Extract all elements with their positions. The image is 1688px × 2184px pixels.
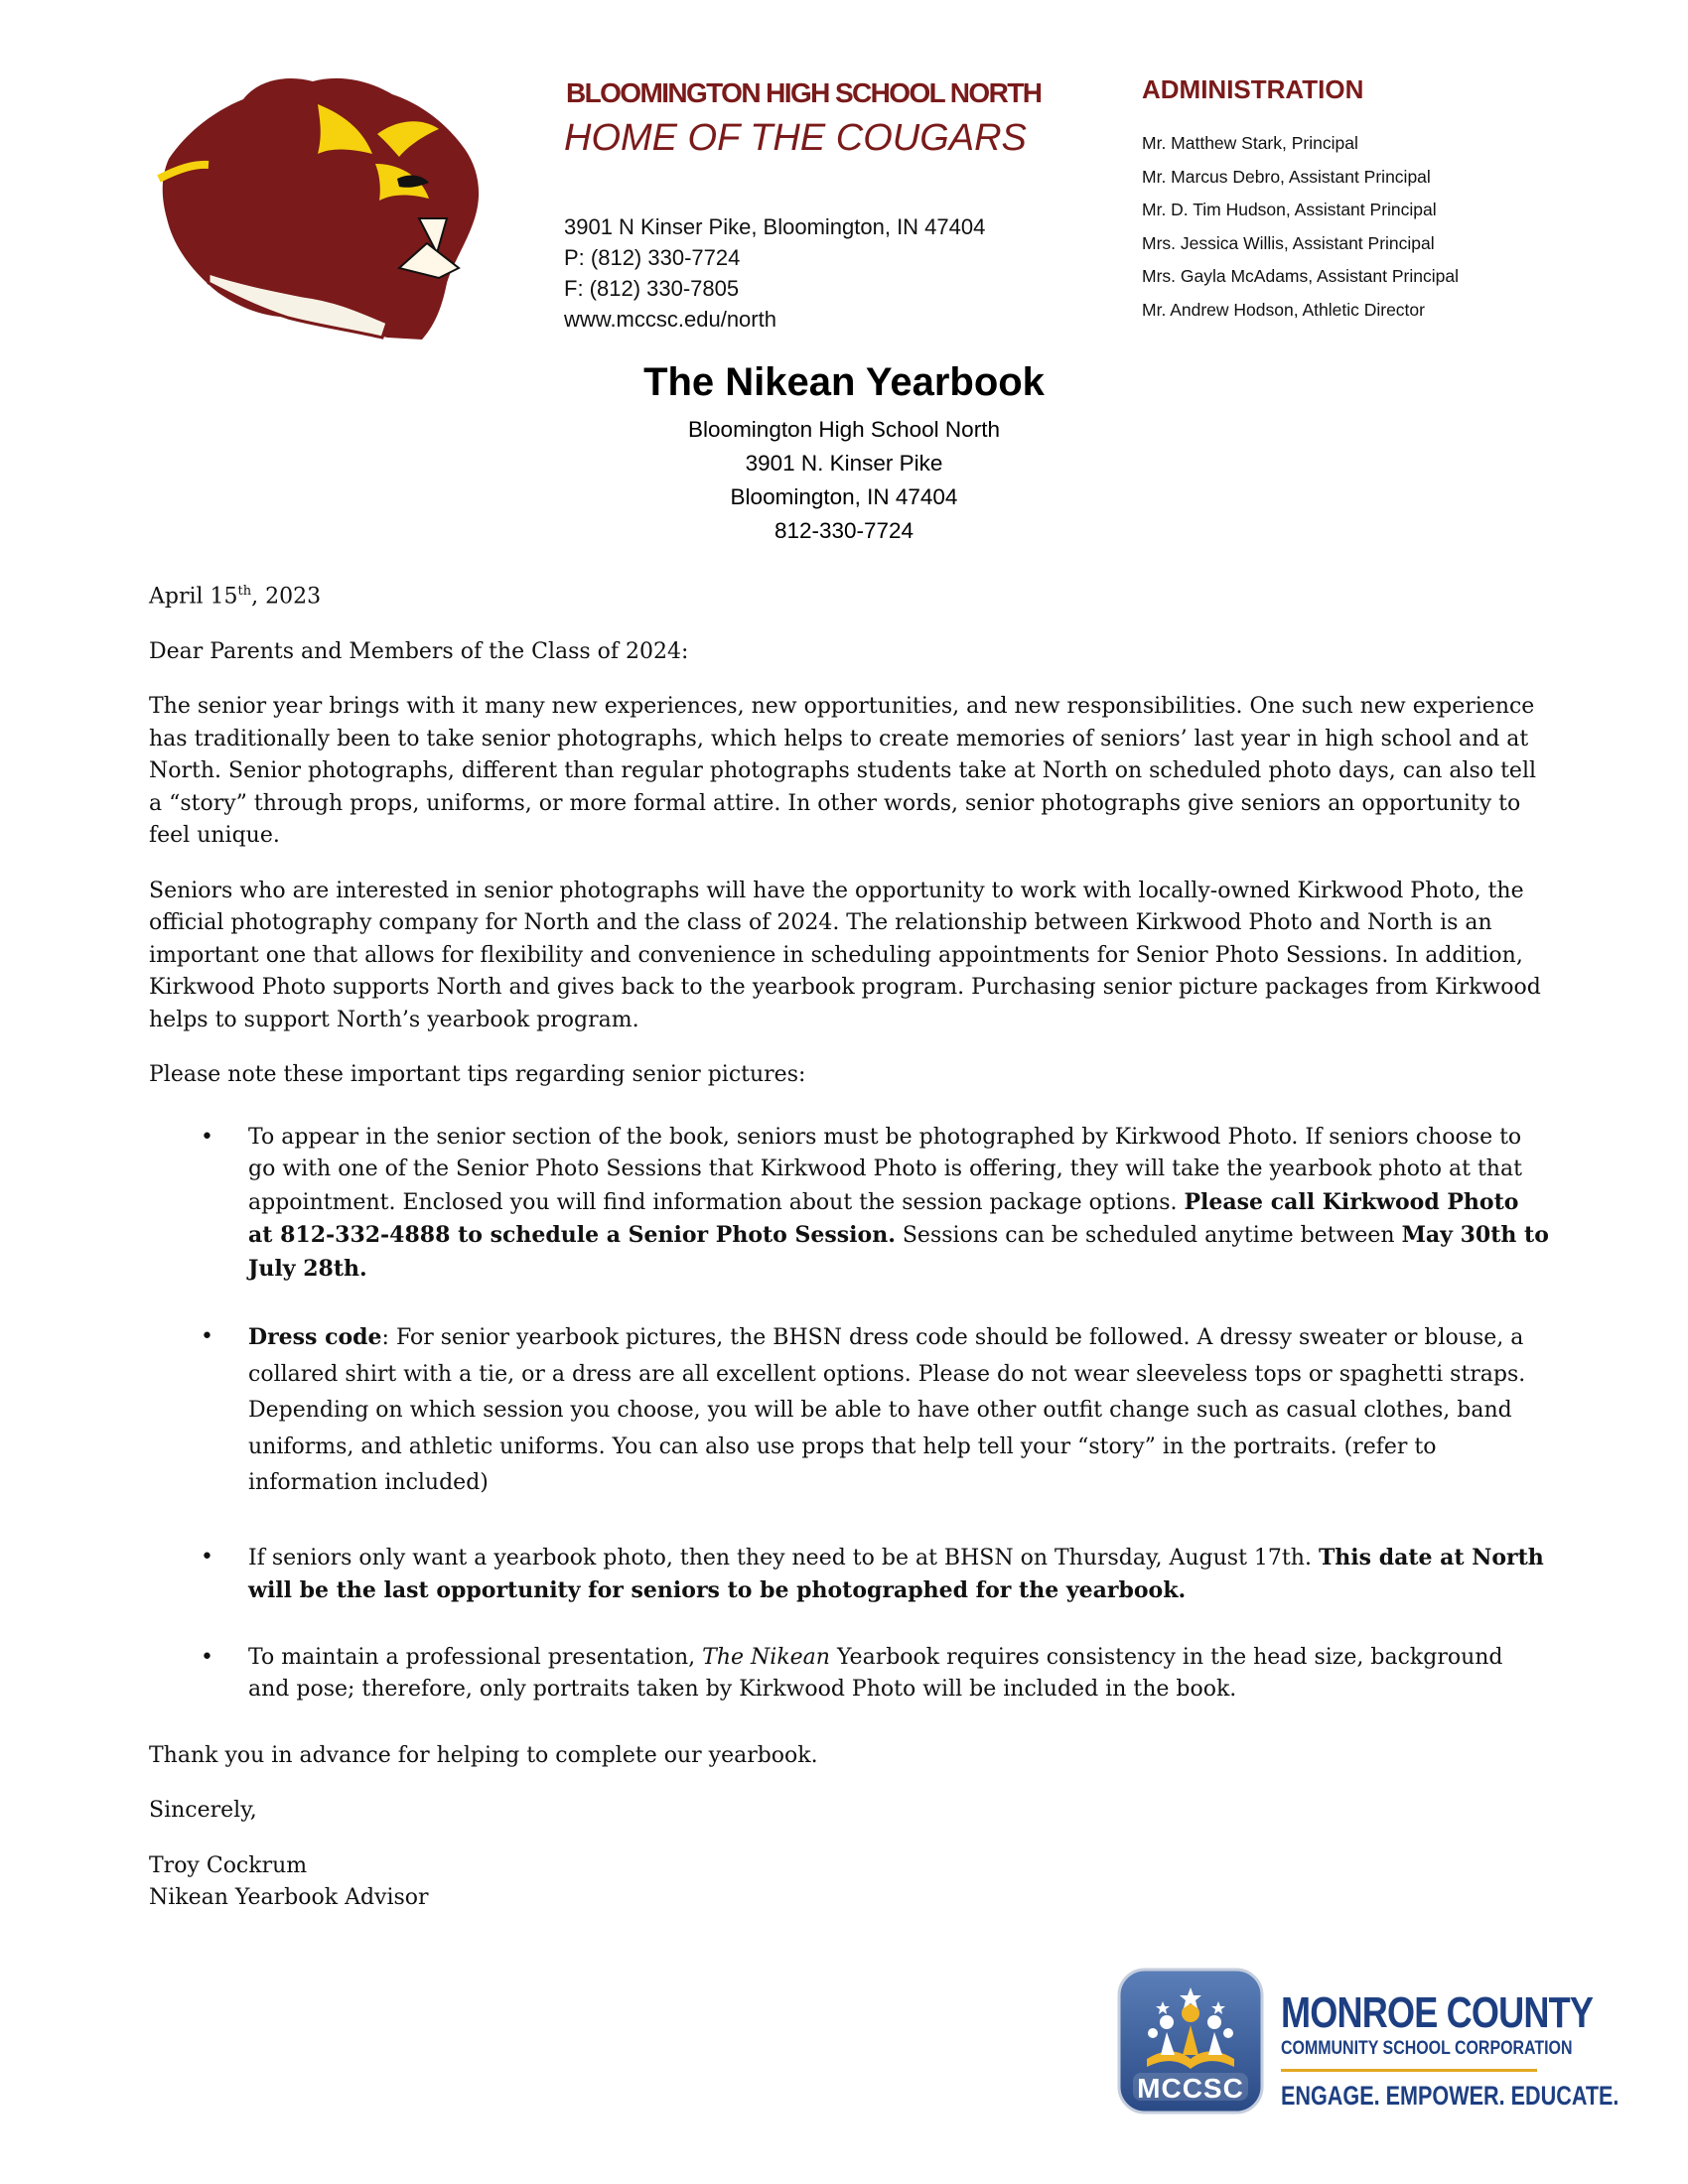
bullet-icon: • [201,1324,213,1350]
administration-list [1142,127,1459,327]
yearbook-address [0,413,1688,548]
school-address: 3901 N Kinser Pike, Bloomington, IN 47404 [564,214,986,239]
letter-paragraph: The senior year brings with it many new experiences, new opportunities, and new responsibilities. One such new experience has traditionally been to take senior photographs, which helps to create memories of seniors’ last year in high school and at North. Senior photographs, different than regular photographs students take at North on scheduled photo days, can also tell a “story” through props, uniforms, or more formal attire. In other words, senior photographs give seniors an opportunity to feel unique. [149,694,1537,849]
yearbook-phone: 812-330-7724 [774,518,914,543]
yearbook-title: The Nikean Yearbook [643,360,1045,404]
tips-list [149,1122,1549,1706]
school-contact [564,211,985,335]
school-name: BLOOMINGTON HIGH SCHOOL NORTH [566,77,1042,108]
letter-body [149,576,1549,1915]
yearbook-city: Bloomington, IN 47404 [730,484,958,509]
mccsc-divider [1281,2069,1537,2072]
admin-member: Mr. Matthew Stark, Principal [1142,133,1358,153]
signer-name: Troy Cockrum [149,1852,308,1878]
mccsc-name: MONROE COUNTY [1281,1988,1594,2037]
list-item: • If seniors only want a yearbook photo, then they need to be at BHSN on Thursday, August 17th. This date at North will be the last opportunity for seniors to be photographed for the yearbook. [149,1542,1549,1608]
letter-date: April 15th, 2023 [149,584,322,610]
bullet-icon: • [201,1124,213,1150]
admin-member: Mrs. Gayla McAdams, Assistant Principal [1142,266,1459,286]
list-item: • To maintain a professional presentation, The Nikean Yearbook requires consistency in the head size, background and pose; therefore, only portraits taken by Kirkwood Photo will be included in the book. [149,1642,1549,1706]
signer-title: Nikean Yearbook Advisor [149,1885,429,1911]
mccsc-subtitle: COMMUNITY SCHOOL CORPORATION [1281,2038,1573,2059]
bullet-icon: • [201,1644,213,1670]
school-tagline: HOME OF THE COUGARS [564,117,1027,159]
letter-thanks: Thank you in advance for helping to complete our yearbook. [149,1742,818,1768]
cougar-logo [149,69,496,347]
letter-closing [149,1740,1549,1915]
mccsc-badge-text: MCCSC [1137,2073,1244,2104]
yearbook-street: 3901 N. Kinser Pike [745,451,943,476]
school-phone: P: (812) 330-7724 [564,245,741,270]
administration-heading: ADMINISTRATION [1142,74,1364,104]
list-item: • To appear in the senior section of the book, seniors must be photographed by Kirkwood Photo. If seniors choose to go with one of the Senior Photo Sessions that Kirkwood Photo is offering, they will take the yearbook photo at that appointment. Enclosed you will find information about the session package options. Please call Kirkwood Photo at 812-332-4888 to schedule a Senior Photo Session. Sessions can be scheduled anytime between May 30th to July 28th. [149,1122,1549,1287]
mccsc-motto: ENGAGE. EMPOWER. EDUCATE. [1281,2081,1619,2111]
admin-member: Mr. D. Tim Hudson, Assistant Principal [1142,200,1437,219]
admin-member: Mr. Marcus Debro, Assistant Principal [1142,166,1431,187]
letter-paragraph: Seniors who are interested in senior photographs will have the opportunity to work with locally-owned Kirkwood Photo, the official photography company for North and the class of 2024. The relationship between Kirkwood Photo and North is an important one that allows for flexibility and convenience in scheduling appointments for Senior Photo Sessions. In addition, Kirkwood Photo supports North and gives back to the yearbook program. Purchasing senior picture packages from Kirkwood helps to support North’s yearbook program. [149,878,1541,1032]
tips-intro: Please note these important tips regarding senior pictures: [149,1062,806,1088]
letter-signoff: Sincerely, [149,1798,257,1824]
yearbook-school: Bloomington High School North [688,417,1000,442]
admin-member: Mr. Andrew Hodson, Athletic Director [1142,299,1425,320]
admin-member: Mrs. Jessica Willis, Assistant Principal [1142,232,1435,253]
list-item: • Dress code: For senior yearbook pictures, the BHSN dress code should be followed. A dressy sweater or blouse, a collared shirt with a tie, or a dress are all excellent options. Please do not wear sleeveless tops or spaghetti straps. Depending on which session you choose, you will be able to have other outfit change such as casual clothes, band uniforms, and athletic uniforms. You can also use props that help tell your “story” in the portraits. (refer to information included) [149,1319,1549,1502]
bullet-icon: • [201,1544,213,1570]
letter-salutation: Dear Parents and Members of the Class of 2024: [149,638,689,664]
school-website[interactable]: www.mccsc.edu/north [564,307,776,332]
school-fax: F: (812) 330-7805 [564,276,740,301]
